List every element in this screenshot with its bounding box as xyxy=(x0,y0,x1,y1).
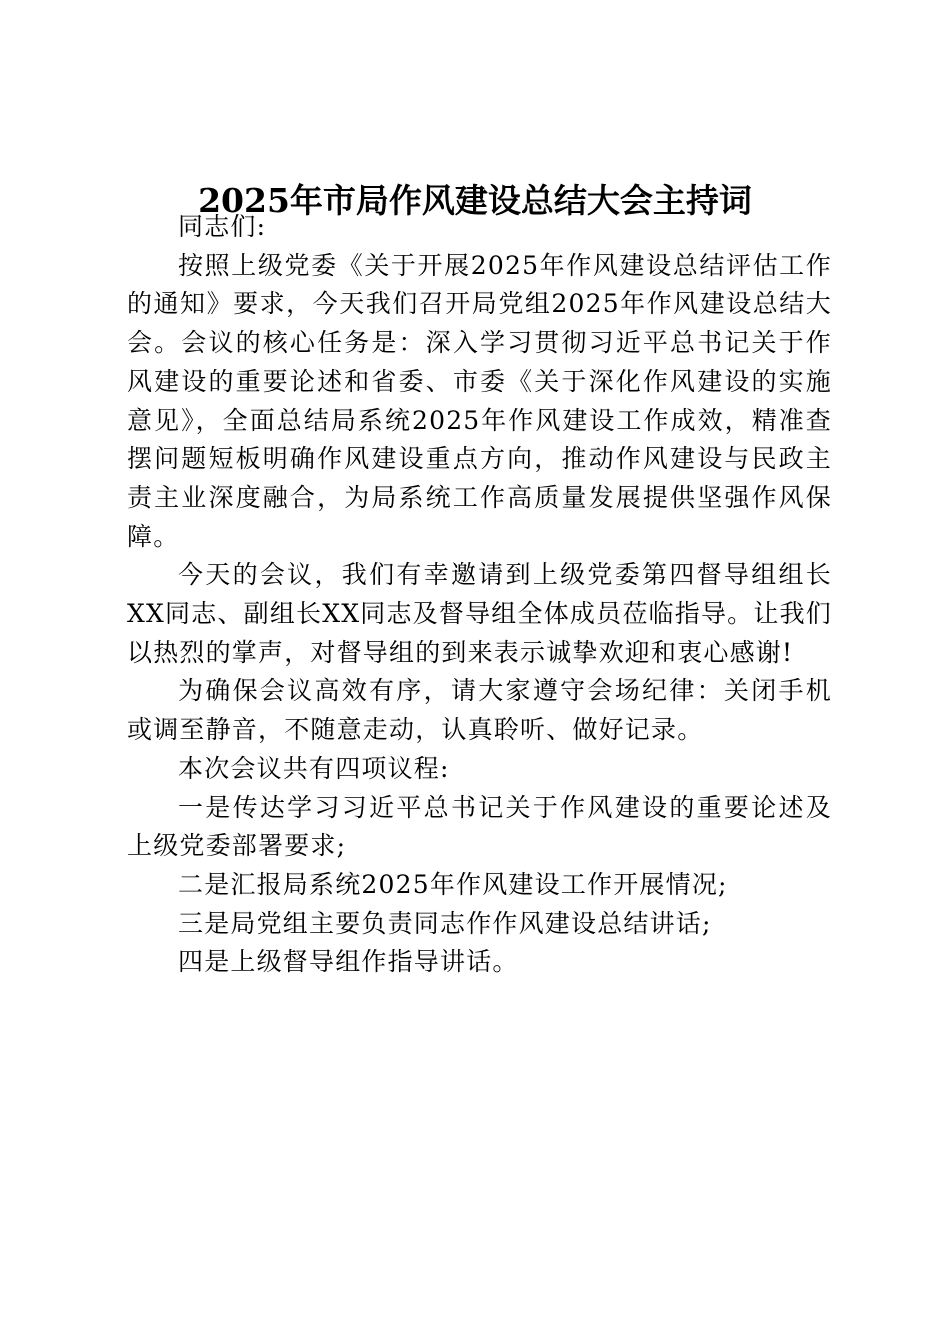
document-body xyxy=(127,208,832,982)
agenda-item-4: 四是上级督导组作指导讲话。 xyxy=(178,947,519,977)
agenda-item-3: 三是局党组主要负责同志作作风建设总结讲话; xyxy=(178,908,712,938)
paragraph-meeting-purpose: 按照上级党委《关于开展2025年作风建设总结评估工作的通知》要求，今天我们召开局党组2025年作风建设总结大会。会议的核心任务是：深入学习贯彻习近平总书记关于作风建设的重要论述和省委、市委《关于深化作风建设的实施意见》，全面总结局系统2025年作风建设工作成效，精准查摆问题短板明确作风建设重点方向，推动作风建设与民政主责主业深度融合，为局系统工作高质量发展提供坚强作风保障。 xyxy=(127,250,832,551)
paragraph-guests-welcome: 今天的会议，我们有幸邀请到上级党委第四督导组组长XX同志、副组长XX同志及督导组全体成员莅临指导。让我们以热烈的掌声，对督导组的到来表示诚挚欢迎和衷心感谢! xyxy=(127,560,832,667)
agenda-item-2: 二是汇报局系统2025年作风建设工作开展情况; xyxy=(178,869,728,899)
paragraph-agenda-intro: 本次会议共有四项议程: xyxy=(178,753,450,783)
paragraph-meeting-discipline: 为确保会议高效有序，请大家遵守会场纪律：关闭手机或调至静音，不随意走动，认真聆听、做好记录。 xyxy=(127,676,832,745)
document-title: 2025年市局作风建设总结大会主持词 xyxy=(198,181,752,220)
agenda-item-1: 一是传达学习习近平总书记关于作风建设的重要论述及上级党委部署要求; xyxy=(127,792,832,861)
paragraph-salutation: 同志们: xyxy=(178,212,267,241)
